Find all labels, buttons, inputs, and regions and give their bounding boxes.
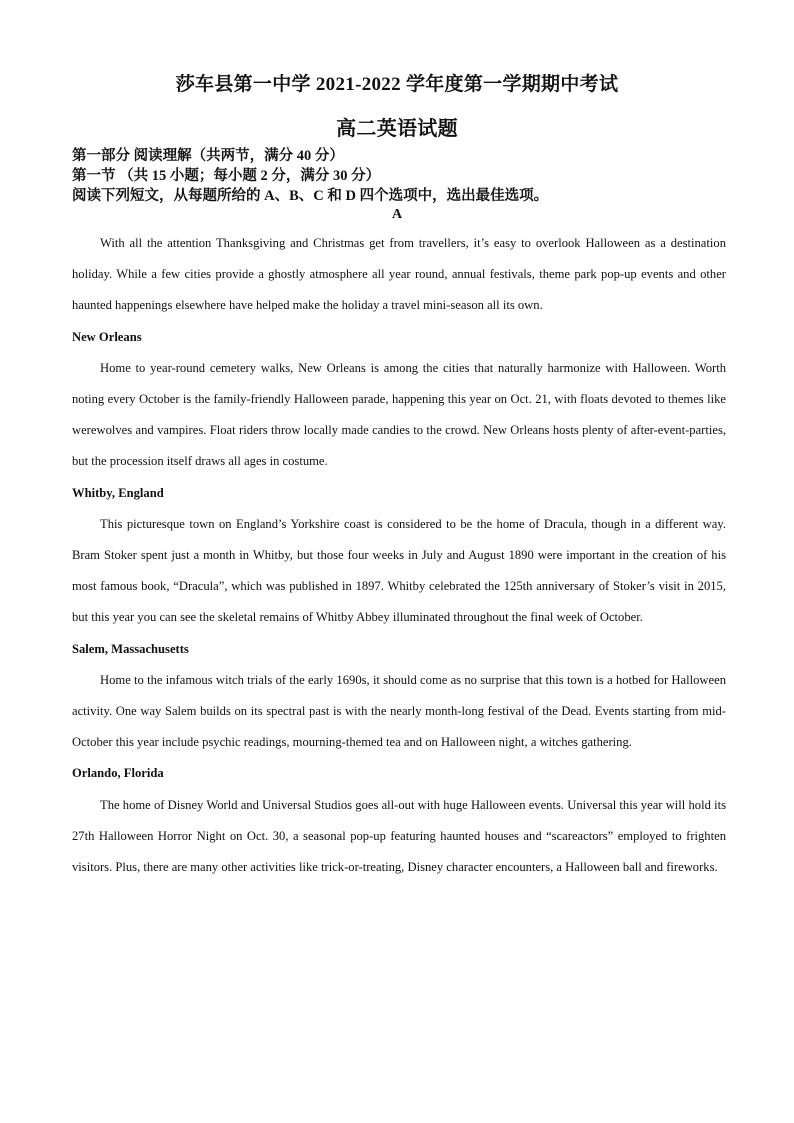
- passage-intro: With all the attention Thanksgiving and Christmas get from travellers, it’s easy to overlook Halloween as a destination holiday. While a few cities provide a ghostly atmosphere all year round, annual festivals, theme park pop-up events and other haunted happenings elsewhere have helped make the holiday a travel mini-season all its own.: [72, 236, 726, 313]
- section-text-orlando: The home of Disney World and Universal Studios goes all-out with huge Halloween events. Universal this year will hold its 27th Halloween Horror Night on Oct. 30, a seasonal pop-up featuring haunted houses and “scareactors” employed to frighten visitors. Plus, there are many other activities like trick-or-treating, Disney character encounters, a Halloween ball and fireworks.: [72, 797, 726, 875]
- section-heading-new-orleans: New Orleans: [72, 329, 142, 344]
- section-heading-whitby: Whitby, England: [72, 485, 164, 500]
- section-heading: 第一节 （共 15 小题；每小题 2 分，满分 30 分）: [72, 168, 381, 184]
- instruction-text: 阅读下列短文，从每题所给的 A、B、C 和 D 四个选项中，选出最佳选项。: [72, 188, 549, 204]
- section-text-new-orleans: Home to year-round cemetery walks, New Orleans is among the cities that naturally harmonize with Halloween. Worth noting every October is the family-friendly Halloween parade, happening this year on Oct. 21, with floats devoted to themes like werewolves and vampires. Float riders throw locally made candies to the crowd. New Orleans hosts plenty of after-event-parties, but the procession itself draws all ages in costume.: [72, 360, 726, 469]
- exam-title: 莎车县第一中学 2021-2022 学年度第一学期期中考试: [175, 74, 619, 95]
- section-text-whitby: This picturesque town on England’s Yorkshire coast is considered to be the home of Dracula, though in a different way. Bram Stoker spent just a month in Whitby, but those four weeks in July and August 1890 were important in the creation of his most famous book, “Dracula”, which was published in 1897. Whitby celebrated the 125th anniversary of Stoker’s visit in 2015, but this year you can see the skeletal remains of Whitby Abbey illuminated throughout the final week of October.: [72, 516, 726, 625]
- part-heading: 第一部分 阅读理解（共两节，满分 40 分）: [72, 148, 344, 164]
- section-heading-salem: Salem, Massachusetts: [72, 641, 189, 656]
- exam-subtitle: 高二英语试题: [336, 118, 458, 140]
- passage-letter: A: [391, 207, 403, 222]
- passage-body: [72, 228, 726, 883]
- section-text-salem: Home to the infamous witch trials of the early 1690s, it should come as no surprise that this town is a hotbed for Halloween activity. One way Salem builds on its spectral past is with the nearly month-long festival of the Dead. Events starting from mid-October this year include psychic readings, mourning-themed tea and on Halloween night, a witches gathering.: [72, 672, 726, 750]
- section-heading-orlando: Orlando, Florida: [72, 766, 164, 781]
